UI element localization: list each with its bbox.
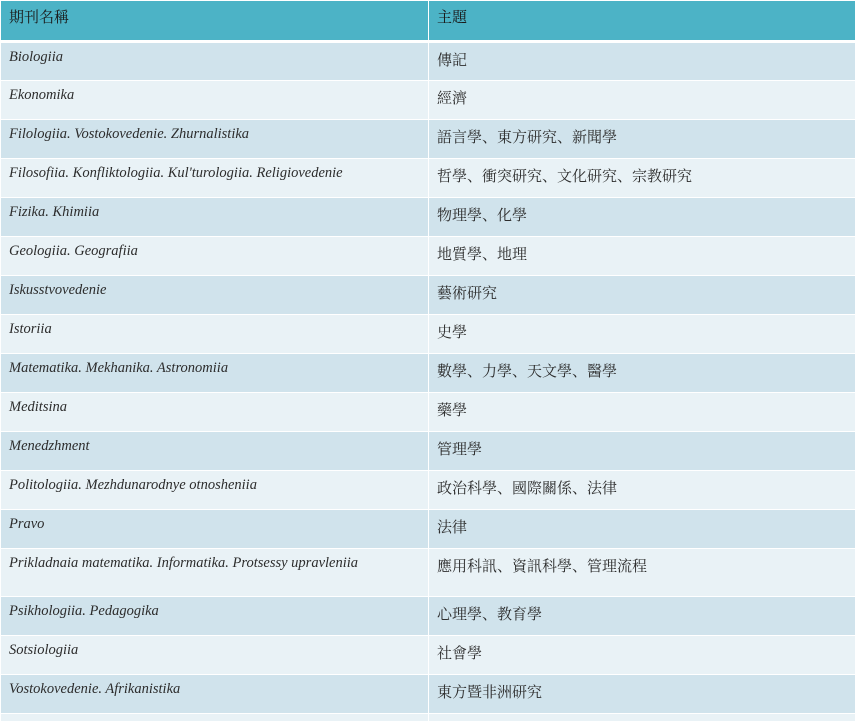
- journal-name-cell: Filosofiia. Konfliktologiia. Kul'turologiia. Religiovedenie: [1, 159, 429, 198]
- topic-cell: 東方暨非洲研究: [429, 675, 855, 714]
- topic-cell: 史學: [429, 315, 855, 354]
- table-row: [1, 81, 855, 120]
- table-row: [1, 675, 855, 714]
- table-row: [1, 120, 855, 159]
- topic-cell: 社會學: [429, 636, 855, 675]
- table-row: [1, 315, 855, 354]
- topic-cell: 法律: [429, 510, 855, 549]
- journal-name-cell: Matematika. Mekhanika. Astronomiia: [1, 354, 429, 393]
- table-header-row: [1, 1, 855, 42]
- journal-name-cell: Meditsina: [1, 393, 429, 432]
- topic-cell: 藝術研究: [429, 276, 855, 315]
- journal-name-cell: Ekonomika: [1, 81, 429, 120]
- journal-name-cell: Filologiia. Vostokovedenie. Zhurnalistika: [1, 120, 429, 159]
- topic-cell: 物理學、化學: [429, 198, 855, 237]
- table-row: [1, 198, 855, 237]
- journal-name-cell: Menedzhment: [1, 432, 429, 471]
- header-topic: 主題: [429, 1, 855, 42]
- table-row: [1, 549, 855, 597]
- header-journal-name: 期刊名稱: [1, 1, 429, 42]
- topic-cell: 藥學: [429, 393, 855, 432]
- journal-name-cell: Psikhologiia. Pedagogika: [1, 597, 429, 636]
- table-row: [1, 471, 855, 510]
- table-row: [1, 159, 855, 198]
- table-row: [1, 432, 855, 471]
- topic-cell: 數學、力學、天文學、醫學: [429, 354, 855, 393]
- journal-name-cell: Biologiia: [1, 42, 429, 81]
- journal-name-cell: Pravo: [1, 510, 429, 549]
- journal-name-cell: Prikladnaia matematika. Informatika. Protsessy upravleniia: [1, 549, 429, 597]
- table-row: [1, 42, 855, 81]
- table-row: [1, 237, 855, 276]
- journal-name-cell: Vostokovedenie. Afrikanistika: [1, 675, 429, 714]
- topic-cell: 政治科學、國際關係、法律: [429, 471, 855, 510]
- table-row: [1, 510, 855, 549]
- topic-cell: 經濟: [429, 81, 855, 120]
- journal-name-cell: Istoriia: [1, 315, 429, 354]
- table-row: [1, 354, 855, 393]
- table-row: [1, 393, 855, 432]
- table-row: [1, 597, 855, 636]
- journal-name-cell: Geologiia. Geografiia: [1, 237, 429, 276]
- journal-name-cell: Sotsiologiia: [1, 636, 429, 675]
- topic-cell: 心理學、教育學: [429, 597, 855, 636]
- topic-cell: 管理學: [429, 432, 855, 471]
- topic-cell: 傳記: [429, 42, 855, 81]
- topic-cell: 應用科訊、資訊科學、管理流程: [429, 549, 855, 597]
- table-row: [1, 276, 855, 315]
- topic-cell: 語言學、東方研究、新聞學: [429, 120, 855, 159]
- table-row: [1, 636, 855, 675]
- journal-name-cell: Politologiia. Mezhdunarodnye otnosheniia: [1, 471, 429, 510]
- journal-name-cell: Fizika. Khimiia: [1, 198, 429, 237]
- topic-cell: 哲學、衝突研究、文化研究、宗教研究: [429, 159, 855, 198]
- topic-cell: 地質學、地理: [429, 237, 855, 276]
- journal-name-cell: Iskusstvovedenie: [1, 276, 429, 315]
